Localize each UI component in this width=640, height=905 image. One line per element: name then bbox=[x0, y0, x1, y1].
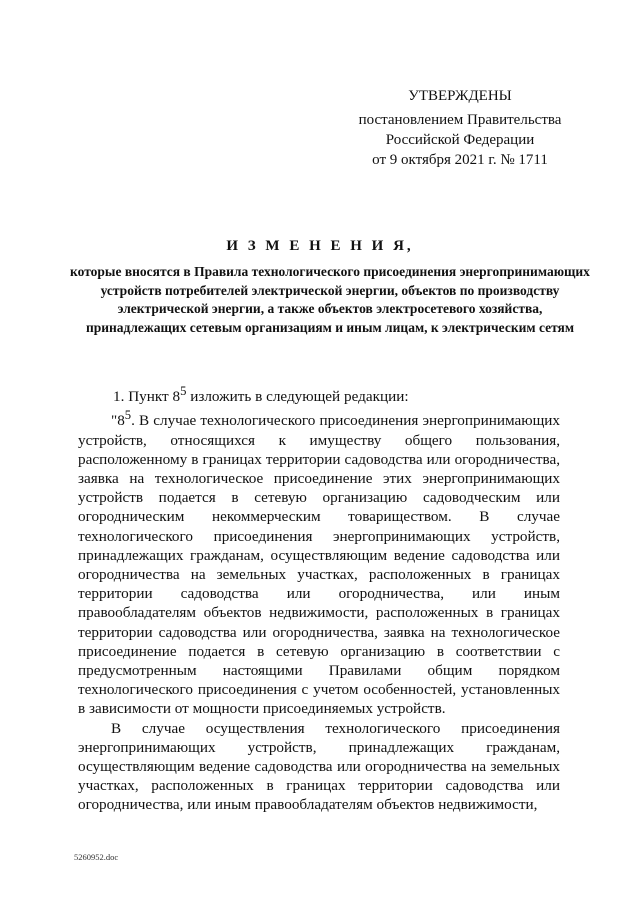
document-title: И З М Е Н Е Н И Я, bbox=[226, 238, 414, 254]
item-1-prefix: 1. Пункт 8 bbox=[113, 388, 181, 406]
approval-line-1: постановлением Правительства bbox=[358, 112, 562, 128]
item-1-suffix: изложить в следующей редакции: bbox=[186, 388, 409, 406]
document-subtitle: которые вносятся в Правила технологического присоединения энергопринимающих устройств потребителей электрической энергии, объектов по производству электрической энергии, а также объектов электросетевого хозяйства, принадлежащих сетевым организациям и иным лицам, к электрическим сетям bbox=[70, 264, 590, 335]
paragraph-1-prefix: "8 bbox=[111, 412, 125, 430]
paragraph-1-text: . В случае технологического присоединения энергопринимающих устройств, относящихся к имуществу общего пользования, расположенному в границах территории садоводства или огородничества, заявка на технологическое присоединение этих энергопринимающих устройств подается в сетевую организацию садоводческим или огородническим некоммерческим товариществом. В случае технологического присоединения энергопринимающих устройств, принадлежащих гражданам, осуществляющим ведение садоводства или огородничества на земельных участках, расположенных в границах территории садоводства или огородничества, или иным правообладателям объектов недвижимости, расположенных в границах территории садоводства или огородничества, заявка на технологическое присоединение подается в сетевую организацию в соответствии с предусмотренным настоящими Правилами общим порядком технологического присоединения с учетом особенностей, установленных в зависимости от мощности присоединяемых устройств. bbox=[78, 412, 560, 718]
approval-block bbox=[340, 86, 580, 170]
document-body bbox=[78, 382, 560, 815]
approval-stamp: УТВЕРЖДЕНЫ bbox=[408, 88, 512, 104]
document-footer-id: 5260952.doc bbox=[74, 852, 119, 862]
paragraph-1-superscript: 5 bbox=[124, 408, 132, 423]
item-1-superscript: 5 bbox=[180, 384, 187, 398]
paragraph-1 bbox=[78, 406, 560, 718]
paragraph-2: В случае осуществления технологического присоединения энергопринимающих устройств, принадлежащих гражданам, осуществляющим ведение садоводства или огородничества на земельных участках, расположенных в границах территории садоводства или огородничества, или иным правообладателям объектов недвижимости, bbox=[78, 719, 560, 814]
approval-line-3: от 9 октября 2021 г. № 1711 bbox=[372, 152, 548, 168]
item-1 bbox=[78, 382, 560, 406]
approval-line-2: Российской Федерации bbox=[385, 132, 535, 148]
